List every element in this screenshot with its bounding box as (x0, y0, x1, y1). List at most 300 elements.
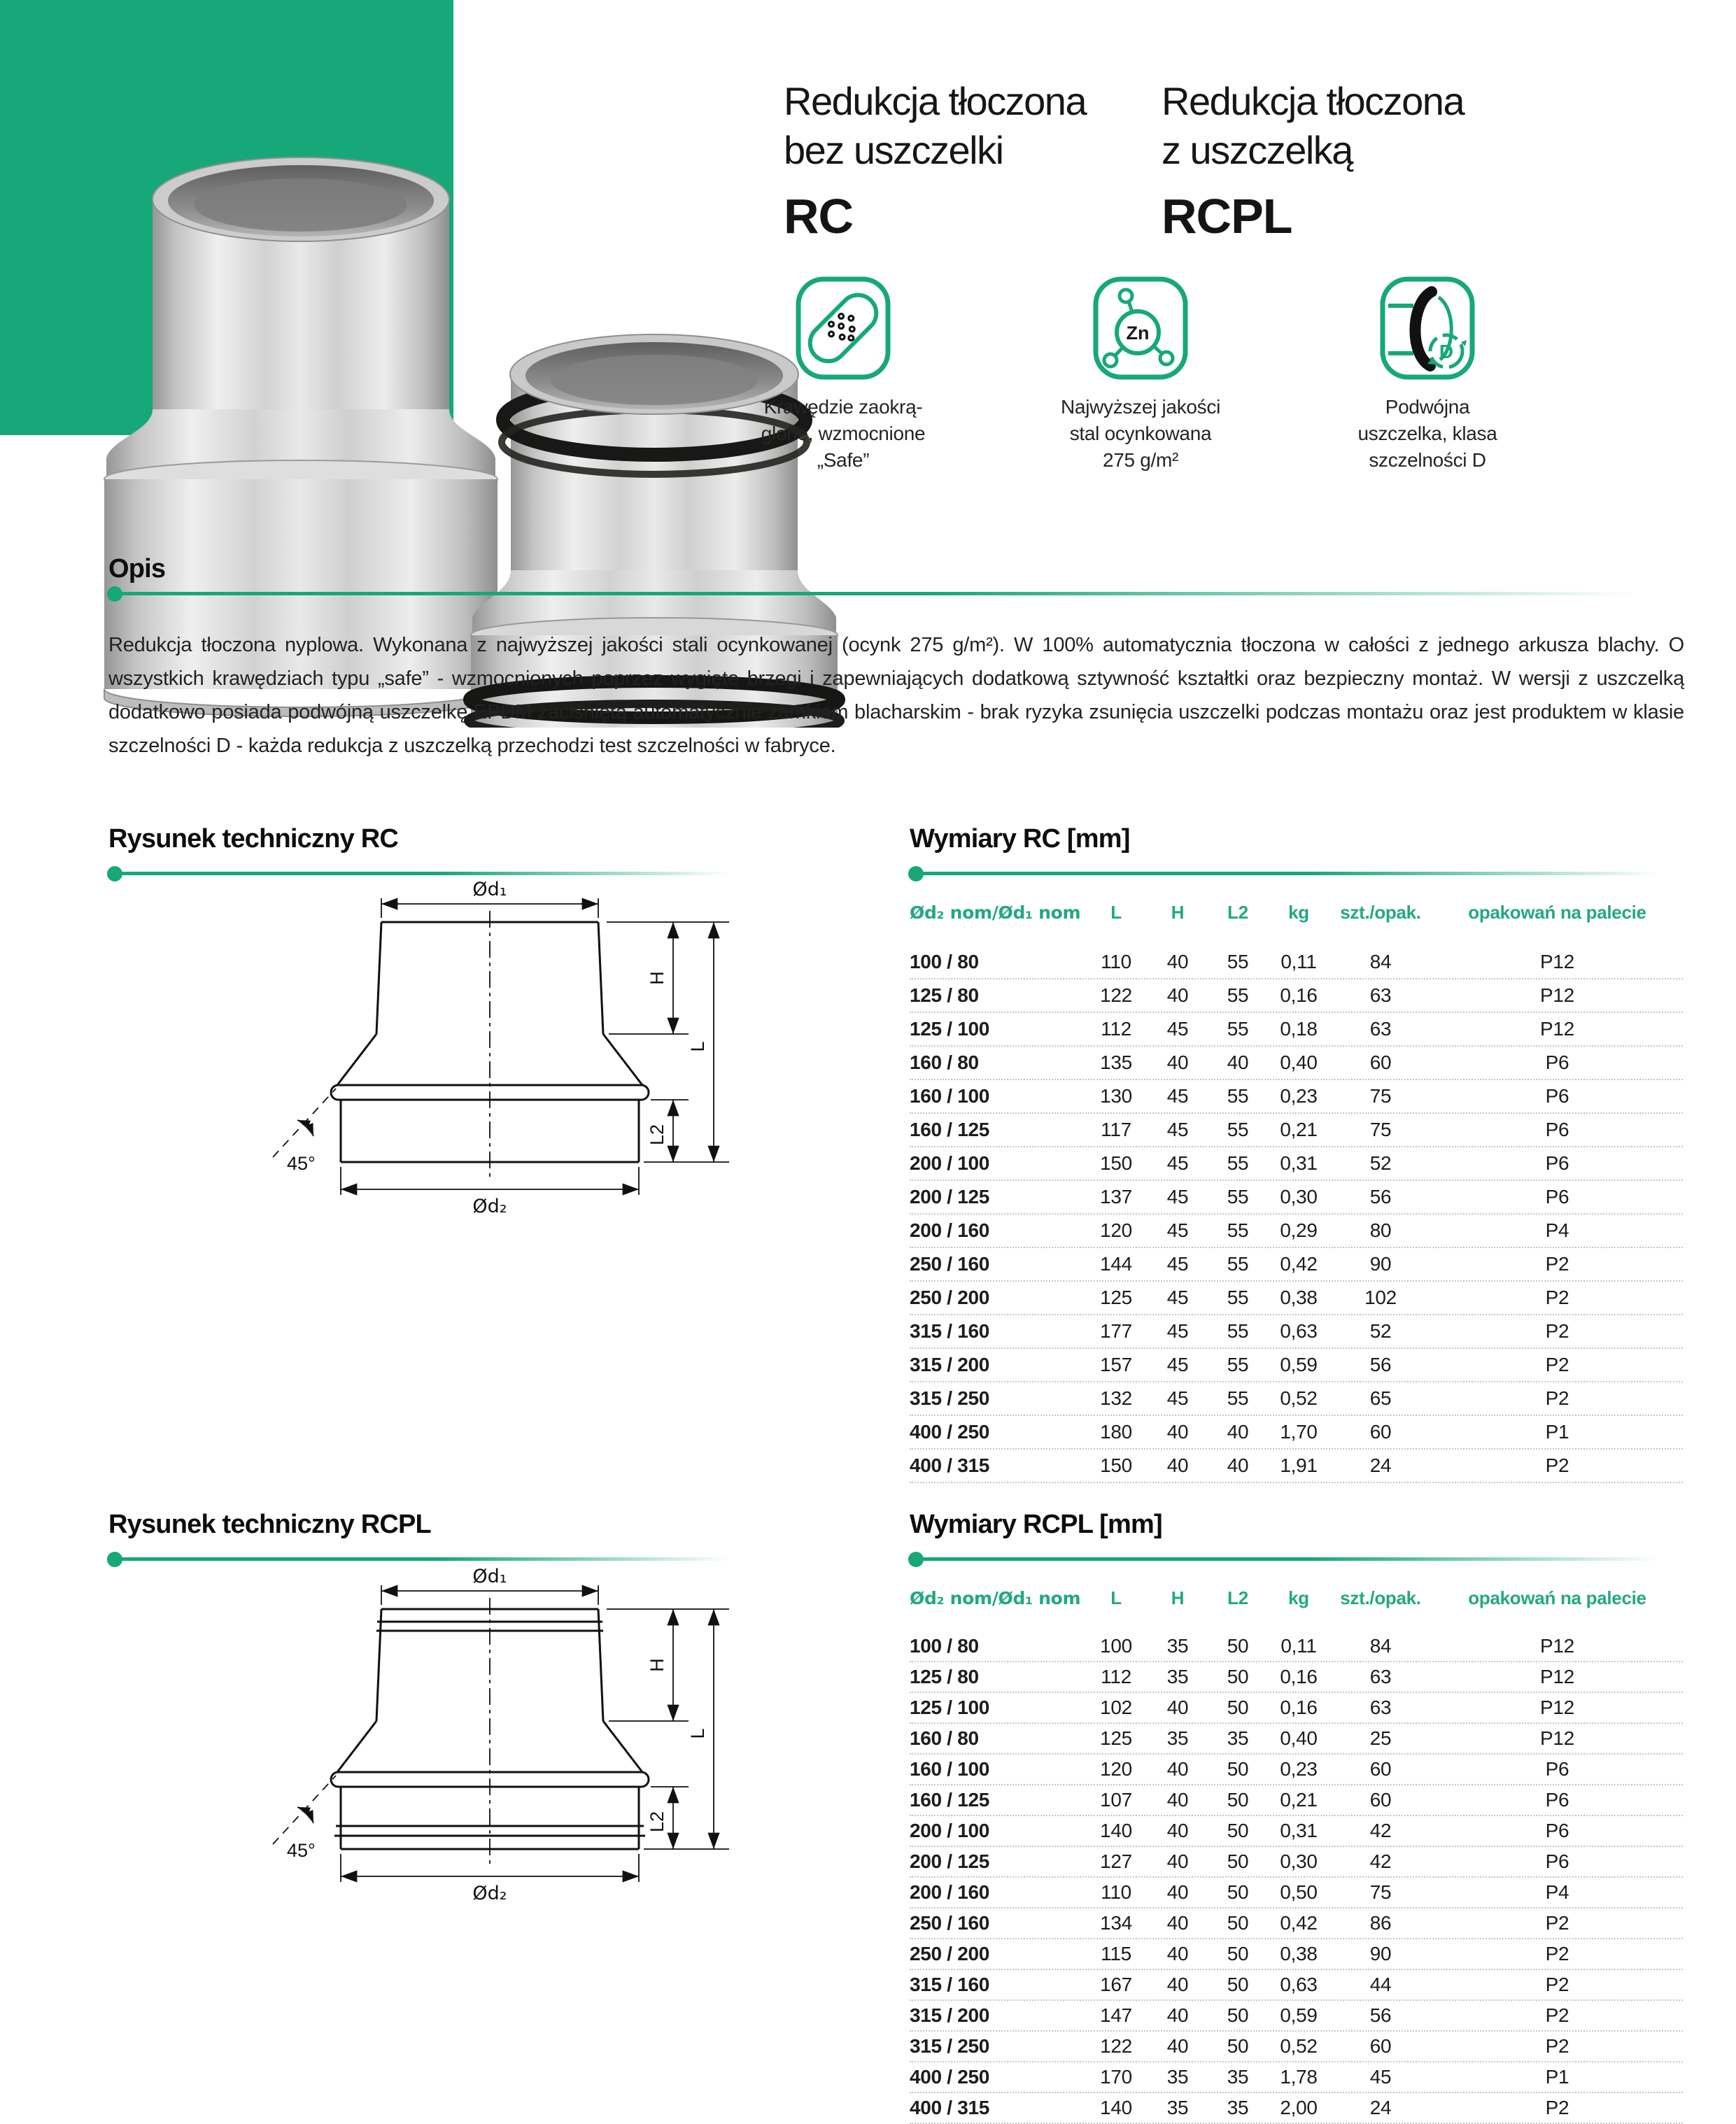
value-cell: P2 (1545, 1912, 1569, 1934)
size-label-cell: 250 / 160 (910, 1912, 990, 1934)
value-cell: 35 (1166, 2066, 1189, 2088)
value-cell: 0,59 (1280, 1354, 1318, 1375)
description-paragraph: Redukcja tłoczona nyplowa. Wykonana z najwyższej jakości stali ocynkowanej (ocynk 275 g/m²). W 100% automatycznia tłoczona w całości z jednego arkusza blachy. O wszystkich krawędziach typu „safe” - wzmocnionych poprzez wygięte brzegi i zapewniających dodatkową sztywność kształtki oraz bezpieczny montaż. W wersji z uszczelką dodatkowo posiada podwójną uszczelkę EPDM zaciśniętą automatycznie zamkiem blacharskim - brak ryzyka zsunięcia uszczelki podczas montażu oraz jest produktem w klasie szczelności D - każda redukcja z uszczelką przechodzi test szczelności w fabryce. (108, 634, 1684, 757)
dim-label-l: L (687, 1728, 708, 1739)
value-cell: P1 (1545, 1421, 1569, 1443)
value-cell: 135 (1100, 1052, 1132, 1073)
column-header: kg (1288, 1587, 1309, 1608)
value-cell: 35 (1227, 2066, 1249, 2088)
table-row (910, 1349, 1683, 1382)
value-cell: 45 (1166, 1018, 1189, 1040)
value-cell: 35 (1166, 1666, 1189, 1687)
value-cell: 40 (1227, 1454, 1249, 1476)
dim-label-d1: Ød₁ (472, 879, 507, 900)
value-cell: 45 (1166, 1354, 1189, 1375)
table-row (910, 946, 1683, 979)
value-cell: P2 (1545, 2035, 1569, 2057)
table-row (910, 1181, 1683, 1215)
dimensions-table-rc (910, 897, 1683, 1483)
value-cell: 50 (1227, 1697, 1249, 1718)
size-label-cell: 125 / 80 (910, 984, 979, 1006)
size-label-cell: 400 / 250 (910, 2066, 990, 2088)
feature-caption: Krawędzie zaokrą- glone, wzmocnione „Safe” (761, 396, 926, 471)
size-label-cell: 160 / 100 (910, 1085, 990, 1107)
double-gasket-icon (1378, 275, 1476, 381)
column-header: Ød₂ nom/Ød₁ nom (910, 902, 1081, 923)
value-cell: 112 (1101, 1018, 1131, 1040)
value-cell: 45 (1166, 1287, 1189, 1308)
column-header: opakowań na palecie (1468, 1587, 1646, 1608)
size-label-cell: 200 / 125 (910, 1186, 990, 1208)
size-label-cell: 250 / 200 (910, 1943, 990, 1964)
size-label-cell: 160 / 100 (910, 1758, 990, 1780)
value-cell: 167 (1100, 1974, 1132, 1995)
technical-drawing-rcpl (259, 1566, 749, 1902)
table-row (910, 1248, 1683, 1282)
table-body (910, 1631, 1683, 2124)
value-cell: P2 (1545, 1943, 1569, 1964)
value-cell: 45 (1369, 2066, 1392, 2088)
value-cell: 60 (1369, 1758, 1392, 1780)
value-cell: 0,31 (1280, 1152, 1318, 1174)
bandage-icon (794, 275, 892, 381)
value-cell: P12 (1540, 951, 1574, 972)
product-code: RC (784, 189, 854, 243)
divider-dot (107, 586, 122, 602)
value-cell: 0,16 (1280, 984, 1318, 1006)
value-cell: 125 (1100, 1287, 1132, 1308)
product-title-rcpl (1162, 77, 1464, 242)
value-cell: P2 (1545, 1320, 1569, 1342)
value-cell: P2 (1545, 1454, 1569, 1476)
value-cell: 45 (1166, 1387, 1189, 1409)
value-cell: 0,38 (1280, 1287, 1318, 1308)
value-cell: P12 (1540, 1727, 1574, 1749)
value-cell: 60 (1369, 2035, 1392, 2057)
value-cell: 44 (1369, 1974, 1392, 1995)
value-cell: 40 (1166, 2004, 1189, 2026)
value-cell: 120 (1100, 1758, 1132, 1780)
divider-dot (107, 866, 122, 882)
column-header: szt./opak. (1340, 1587, 1421, 1608)
value-cell: 0,21 (1280, 1789, 1318, 1811)
value-cell: 63 (1369, 1018, 1392, 1040)
column-header: L2 (1227, 1587, 1248, 1608)
value-cell: 50 (1227, 1881, 1249, 1903)
value-cell: 40 (1227, 1052, 1249, 1073)
dim-label-l: L (687, 1041, 708, 1052)
column-header: kg (1288, 901, 1309, 923)
table-row (910, 1847, 1683, 1878)
size-label-cell: 315 / 250 (910, 2035, 990, 2057)
value-cell: 170 (1100, 2066, 1132, 2088)
value-cell: 0,42 (1280, 1912, 1318, 1934)
size-label-cell: 100 / 80 (910, 951, 979, 972)
feature-caption: Najwyższej jakości stal ocynkowana 275 g/m² (1061, 396, 1220, 471)
value-cell: P2 (1545, 2004, 1569, 2026)
value-cell: 56 (1369, 2004, 1392, 2026)
table-row (910, 1047, 1683, 1080)
value-cell: 75 (1369, 1881, 1392, 1903)
value-cell: 147 (1100, 2004, 1132, 2026)
value-cell: 102 (1364, 1287, 1397, 1308)
value-cell: 0,23 (1280, 1758, 1318, 1780)
value-cell: 45 (1166, 1253, 1189, 1275)
value-cell: 50 (1227, 1758, 1249, 1780)
value-cell: 150 (1100, 1152, 1132, 1174)
value-cell: 45 (1166, 1119, 1189, 1140)
value-cell: 63 (1369, 984, 1392, 1006)
value-cell: 117 (1101, 1119, 1131, 1140)
table-row (910, 2001, 1683, 2032)
value-cell: 40 (1166, 1789, 1189, 1811)
value-cell: 84 (1369, 951, 1392, 972)
section-heading-drawing-rc: Rysunek techniczny RC (108, 824, 398, 854)
table-header-row (910, 897, 1683, 928)
size-label-cell: 160 / 125 (910, 1789, 990, 1811)
value-cell: 45 (1166, 1085, 1189, 1107)
value-cell: 55 (1227, 1018, 1249, 1040)
value-cell: 144 (1100, 1253, 1132, 1275)
size-label-cell: 250 / 160 (910, 1253, 990, 1275)
value-cell: P6 (1545, 1850, 1569, 1872)
value-cell: 120 (1100, 1219, 1132, 1241)
column-header: H (1171, 901, 1185, 923)
value-cell: 40 (1166, 1758, 1189, 1780)
dim-label-d2: Ød₂ (472, 1196, 507, 1215)
value-cell: 122 (1100, 984, 1132, 1006)
section-heading-drawing-rcpl: Rysunek techniczny RCPL (108, 1510, 431, 1539)
table-row (910, 1114, 1683, 1147)
size-label-cell: 200 / 160 (910, 1881, 990, 1903)
size-label-cell: 400 / 315 (910, 1454, 990, 1476)
value-cell: 55 (1227, 1287, 1249, 1308)
section-heading-opis: Opis (108, 554, 166, 583)
value-cell: 0,38 (1280, 1943, 1318, 1964)
value-cell: 45 (1166, 1186, 1189, 1208)
product-title-rc (784, 77, 1086, 242)
value-cell: 55 (1227, 1152, 1249, 1174)
value-cell: 86 (1369, 1912, 1392, 1934)
value-cell: 40 (1166, 2035, 1189, 2057)
value-cell: P6 (1545, 1119, 1569, 1140)
value-cell: 35 (1166, 1635, 1189, 1657)
value-cell: 127 (1100, 1850, 1132, 1872)
dim-label-h: H (647, 1658, 668, 1672)
value-cell: 50 (1227, 1974, 1249, 1995)
table-row (910, 2062, 1683, 2093)
value-cell: 55 (1227, 1186, 1249, 1208)
value-cell: 0,16 (1280, 1666, 1318, 1687)
section-divider (108, 1557, 749, 1561)
value-cell: 0,50 (1280, 1881, 1318, 1903)
value-cell: P2 (1545, 1387, 1569, 1409)
column-header: Ød₂ nom/Ød₁ nom (910, 1587, 1081, 1608)
divider-dot (908, 1552, 924, 1567)
feature-galvanized-steel (1022, 275, 1259, 474)
size-label-cell: 200 / 100 (910, 1152, 990, 1174)
value-cell: P2 (1545, 1287, 1569, 1308)
value-cell: P12 (1540, 1635, 1574, 1657)
table-row (910, 1755, 1683, 1785)
value-cell: 0,11 (1280, 951, 1317, 972)
value-cell: 0,23 (1280, 1085, 1318, 1107)
value-cell: 50 (1227, 1850, 1249, 1872)
value-cell: 50 (1227, 1635, 1249, 1657)
value-cell: 40 (1166, 1820, 1189, 1841)
value-cell: 102 (1100, 1697, 1132, 1718)
value-cell: 55 (1227, 984, 1249, 1006)
value-cell: 40 (1166, 1943, 1189, 1964)
value-cell: P6 (1545, 1152, 1569, 1174)
dim-label-h: H (647, 971, 668, 985)
value-cell: 40 (1166, 1912, 1189, 1934)
zinc-icon (1092, 275, 1190, 381)
value-cell: 60 (1369, 1789, 1392, 1811)
table-header-row (910, 1583, 1683, 1613)
value-cell: 90 (1369, 1943, 1392, 1964)
size-label-cell: 315 / 200 (910, 2004, 990, 2026)
value-cell: 55 (1227, 1320, 1249, 1342)
value-cell: 0,11 (1280, 1635, 1317, 1657)
value-cell: P6 (1545, 1085, 1569, 1107)
dim-label-d1: Ød₁ (472, 1566, 507, 1587)
size-label-cell: 315 / 250 (910, 1387, 990, 1409)
table-row (910, 1147, 1683, 1181)
value-cell: 35 (1227, 1727, 1249, 1749)
value-cell: 0,63 (1280, 1974, 1318, 1995)
value-cell: P1 (1545, 2066, 1569, 2088)
table-row (910, 2032, 1683, 2062)
value-cell: 45 (1166, 1320, 1189, 1342)
value-cell: P4 (1545, 1219, 1569, 1241)
product-title-line: bez uszczelki (784, 128, 1003, 172)
product-title-line: z uszczelką (1162, 128, 1353, 172)
value-cell: 24 (1369, 2097, 1392, 2118)
value-cell: P6 (1545, 1758, 1569, 1780)
value-cell: 90 (1369, 1253, 1392, 1275)
table-body (910, 946, 1683, 1483)
value-cell: 42 (1369, 1820, 1392, 1841)
size-label-cell: 160 / 125 (910, 1119, 990, 1140)
value-cell: 0,31 (1280, 1820, 1318, 1841)
dim-label-angle: 45° (287, 1840, 316, 1861)
value-cell: 50 (1227, 1912, 1249, 1934)
section-heading-table-rcpl: Wymiary RCPL [mm] (910, 1510, 1162, 1539)
dim-label-d2: Ød₂ (472, 1883, 507, 1902)
value-cell: 55 (1227, 1119, 1249, 1140)
column-header: L2 (1227, 901, 1248, 923)
size-label-cell: 400 / 315 (910, 2097, 990, 2118)
table-row (910, 1662, 1683, 1693)
size-label-cell: 100 / 80 (910, 1635, 979, 1657)
column-header: H (1171, 1587, 1185, 1608)
value-cell: 40 (1166, 1052, 1189, 1073)
value-cell: 2,00 (1280, 2097, 1318, 2118)
value-cell: 63 (1369, 1666, 1392, 1687)
value-cell: P6 (1545, 1052, 1569, 1073)
value-cell: 0,63 (1280, 1320, 1318, 1342)
value-cell: 35 (1227, 2097, 1249, 2118)
table-row (910, 2093, 1683, 2124)
value-cell: 107 (1100, 1789, 1132, 1811)
table-row (910, 1909, 1683, 1939)
table-row (910, 979, 1683, 1013)
value-cell: P6 (1545, 1820, 1569, 1841)
value-cell: 42 (1369, 1850, 1392, 1872)
value-cell: 65 (1369, 1387, 1392, 1409)
value-cell: 132 (1100, 1387, 1132, 1409)
size-label-cell: 160 / 80 (910, 1727, 979, 1749)
table-row (910, 1785, 1683, 1816)
column-header: opakowań na palecie (1468, 901, 1646, 923)
value-cell: 140 (1100, 2097, 1132, 2118)
value-cell: 1,78 (1280, 2066, 1318, 2088)
value-cell: 134 (1100, 1912, 1132, 1934)
table-row (910, 1382, 1683, 1416)
value-cell: 45 (1166, 1152, 1189, 1174)
section-divider (910, 872, 1683, 875)
value-cell: 40 (1166, 1697, 1189, 1718)
divider-dot (908, 866, 924, 882)
size-label-cell: 250 / 200 (910, 1287, 990, 1308)
value-cell: 110 (1101, 1881, 1131, 1903)
value-cell: 0,30 (1280, 1850, 1318, 1872)
value-cell: 40 (1166, 1454, 1189, 1476)
value-cell: 55 (1227, 1253, 1249, 1275)
column-header: L (1110, 1587, 1122, 1608)
value-cell: 110 (1101, 951, 1131, 972)
size-label-cell: 315 / 160 (910, 1320, 990, 1342)
value-cell: 0,18 (1280, 1018, 1318, 1040)
table-row (910, 1282, 1683, 1315)
value-cell: 150 (1100, 1454, 1132, 1476)
zinc-symbol: Zn (1126, 323, 1150, 344)
value-cell: 40 (1227, 1421, 1249, 1443)
column-header: L (1110, 901, 1122, 923)
table-row (910, 1416, 1683, 1450)
value-cell: 55 (1227, 1354, 1249, 1375)
value-cell: 0,52 (1280, 2035, 1318, 2057)
size-label-cell: 125 / 100 (910, 1018, 990, 1040)
table-row (910, 1724, 1683, 1755)
value-cell: 0,59 (1280, 2004, 1318, 2026)
value-cell: 140 (1100, 1820, 1132, 1841)
value-cell: 177 (1100, 1320, 1132, 1342)
feature-caption: Podwójna uszczelka, klasa szczelności D (1357, 396, 1497, 471)
value-cell: 55 (1227, 1085, 1249, 1107)
class-d-letter: D (1439, 341, 1454, 362)
dim-label-angle: 45° (287, 1153, 316, 1174)
value-cell: 0,16 (1280, 1697, 1318, 1718)
table-row (910, 1878, 1683, 1909)
value-cell: 84 (1369, 1635, 1392, 1657)
value-cell: P2 (1545, 1253, 1569, 1275)
table-row (910, 1631, 1683, 1662)
technical-drawing-rc (259, 879, 749, 1215)
value-cell: P6 (1545, 1186, 1569, 1208)
feature-double-gasket (1308, 275, 1546, 474)
value-cell: 55 (1227, 951, 1249, 972)
value-cell: 0,29 (1280, 1219, 1318, 1241)
value-cell: 125 (1100, 1727, 1132, 1749)
table-row (910, 1315, 1683, 1349)
value-cell: 63 (1369, 1697, 1392, 1718)
value-cell: 50 (1227, 1666, 1249, 1687)
section-divider (910, 1557, 1683, 1561)
value-cell: 56 (1369, 1186, 1392, 1208)
value-cell: 40 (1166, 1881, 1189, 1903)
table-row (910, 1693, 1683, 1724)
dim-label-l2: L2 (647, 1811, 668, 1833)
section-heading-table-rc: Wymiary RC [mm] (910, 824, 1130, 854)
value-cell: 40 (1166, 1850, 1189, 1872)
value-cell: 0,52 (1280, 1387, 1318, 1409)
value-cell: 0,21 (1280, 1119, 1318, 1140)
value-cell: 55 (1227, 1387, 1249, 1409)
value-cell: 112 (1101, 1666, 1131, 1687)
size-label-cell: 315 / 160 (910, 1974, 990, 1995)
value-cell: 75 (1369, 1119, 1392, 1140)
size-label-cell: 200 / 100 (910, 1820, 990, 1841)
value-cell: P6 (1545, 1789, 1569, 1811)
column-header: szt./opak. (1340, 901, 1421, 923)
size-label-cell: 160 / 80 (910, 1052, 979, 1073)
product-code: RCPL (1162, 189, 1292, 243)
product-title-line: Redukcja tłoczona (784, 79, 1087, 123)
value-cell: 60 (1369, 1052, 1392, 1073)
feature-safe-edges (724, 275, 962, 474)
section-divider (108, 592, 1683, 595)
table-row (910, 1450, 1683, 1483)
size-label-cell: 200 / 160 (910, 1219, 990, 1241)
value-cell: 100 (1100, 1635, 1132, 1657)
size-label-cell: 125 / 100 (910, 1697, 990, 1718)
value-cell: P12 (1540, 984, 1574, 1006)
size-label-cell: 315 / 200 (910, 1354, 990, 1375)
value-cell: 137 (1100, 1186, 1132, 1208)
section-divider (108, 872, 749, 875)
divider-dot (107, 1552, 122, 1567)
value-cell: 0,40 (1280, 1052, 1318, 1073)
table-row (910, 1970, 1683, 2001)
value-cell: 50 (1227, 2004, 1249, 2026)
value-cell: 50 (1227, 1820, 1249, 1841)
value-cell: 45 (1166, 1219, 1189, 1241)
value-cell: 55 (1227, 1219, 1249, 1241)
dim-label-l2: L2 (647, 1124, 668, 1146)
value-cell: 0,42 (1280, 1253, 1318, 1275)
value-cell: 40 (1166, 951, 1189, 972)
value-cell: 157 (1100, 1354, 1132, 1375)
value-cell: P4 (1545, 1881, 1569, 1903)
table-row (910, 1013, 1683, 1047)
value-cell: P2 (1545, 1354, 1569, 1375)
value-cell: P12 (1540, 1018, 1574, 1040)
value-cell: P12 (1540, 1697, 1574, 1718)
size-label-cell: 125 / 80 (910, 1666, 979, 1687)
product-title-line: Redukcja tłoczona (1162, 79, 1465, 123)
size-label-cell: 400 / 250 (910, 1421, 990, 1443)
value-cell: 25 (1369, 1727, 1392, 1749)
value-cell: 50 (1227, 2035, 1249, 2057)
value-cell: 52 (1369, 1320, 1392, 1342)
value-cell: 52 (1369, 1152, 1392, 1174)
value-cell: 56 (1369, 1354, 1392, 1375)
value-cell: 122 (1100, 2035, 1132, 2057)
dimensions-table-rcpl (910, 1583, 1683, 2124)
table-row (910, 1215, 1683, 1248)
